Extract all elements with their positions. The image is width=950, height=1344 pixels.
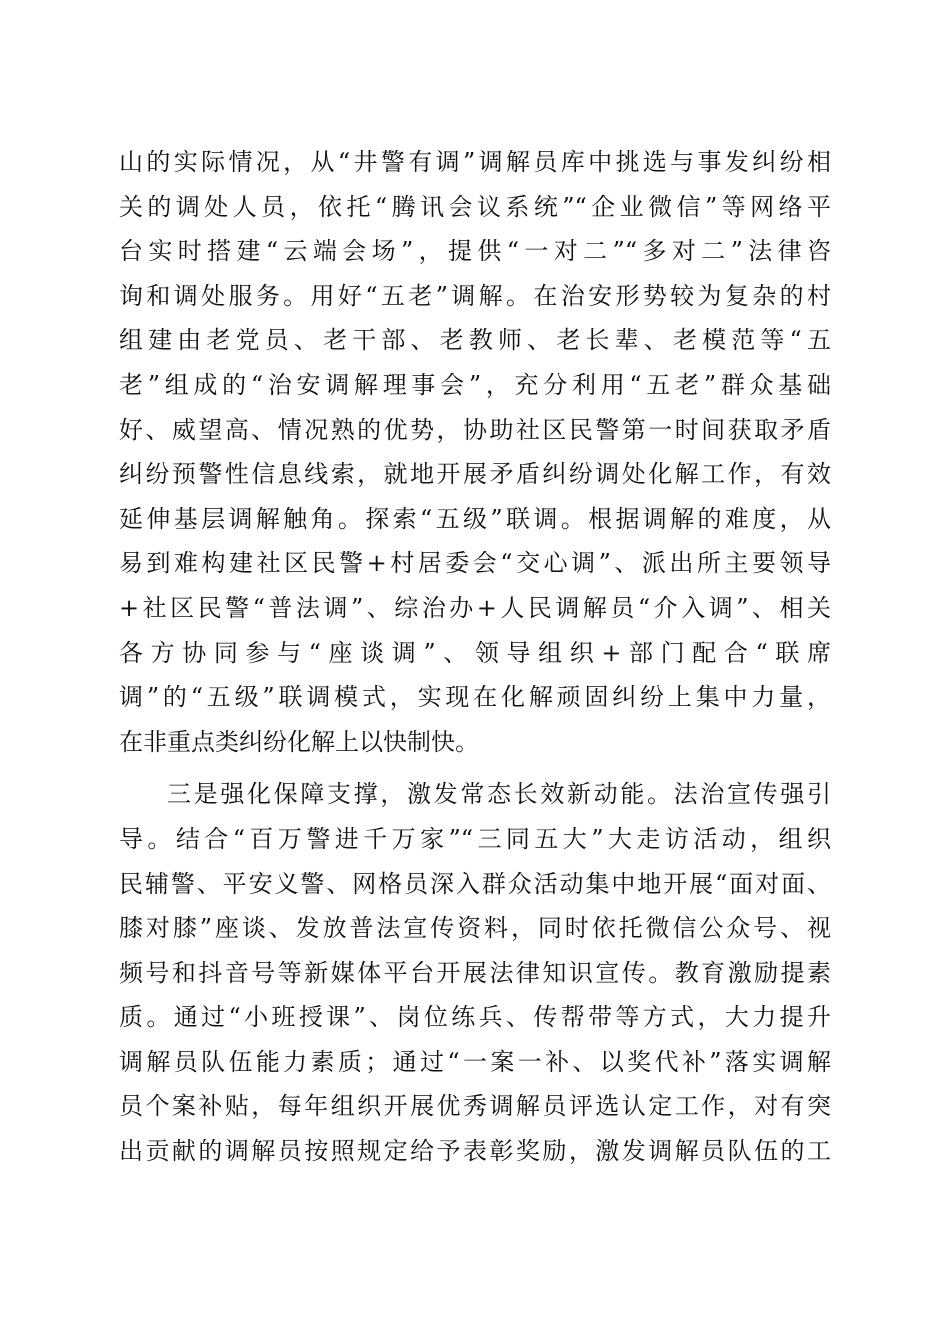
text-line: 老”组成的“治安调解理事会”，充分利用“五老”群众基础 [119,370,831,399]
text-line: 台实时搭建“云端会场”，提供“一对二”“多对二”法律咨 [119,237,831,266]
text-line: 导。结合“百万警进千万家”“三同五大”大走访活动，组织 [119,824,831,853]
text-line: +社区民警“普法调”、综治办+人民调解员“介入调”、相关 [119,593,831,622]
text-line: 好、威望高、情况熟的优势，协助社区民警第一时间获取矛盾 [119,415,831,444]
paragraph-mediation-modes [119,140,831,764]
text-line: 调解员队伍能力素质；通过“一案一补、以奖代补”落实调解 [119,1047,831,1076]
text-line: 出贡献的调解员按照规定给予表彰奖励，激发调解员队伍的工 [119,1137,831,1166]
text-line: 民辅警、平安义警、网格员深入群众活动集中地开展“面对面、 [119,869,831,898]
paragraph-guarantee-support [119,772,831,1173]
text-line: 山的实际情况，从“井警有调”调解员库中挑选与事发纠纷相 [119,148,831,176]
text-line: 调”的“五级”联调模式，实现在化解顽固纠纷上集中力量， [119,683,831,712]
text-line: 员个案补贴，每年组织开展优秀调解员评选认定工作，对有突 [119,1092,831,1121]
text-line: 三是强化保障支撑，激发常态长效新动能。法治宣传强引 [167,780,831,809]
paragraph-gap [119,764,831,772]
text-line: 询和调处服务。用好“五老”调解。在治安形势较为复杂的村 [119,281,831,310]
text-line: 易到难构建社区民警+村居委会“交心调”、派出所主要领导 [119,549,831,578]
text-line: 纠纷预警性信息线索，就地开展矛盾纠纷调处化解工作，有效 [119,460,831,489]
text-line: 各方协同参与“座谈调”、领导组织+部门配合“联席 [119,638,831,667]
text-line: 频号和抖音号等新媒体平台开展法律知识宣传。教育激励提素 [119,958,831,987]
text-line: 延伸基层调解触角。探索“五级”联调。根据调解的难度，从 [119,504,831,533]
text-line: 在非重点类纠纷化解上以快制快。 [119,727,479,756]
text-line: 膝对膝”座谈、发放普法宣传资料，同时依托微信公众号、视 [119,914,831,943]
body-text [119,140,831,1174]
text-line: 组建由老党员、老干部、老教师、老长辈、老模范等“五 [119,326,831,355]
text-line: 关的调处人员，依托“腾讯会议系统”“企业微信”等网络平 [119,192,831,221]
text-line: 质。通过“小班授课”、岗位练兵、传帮带等方式，大力提升 [119,1003,831,1032]
